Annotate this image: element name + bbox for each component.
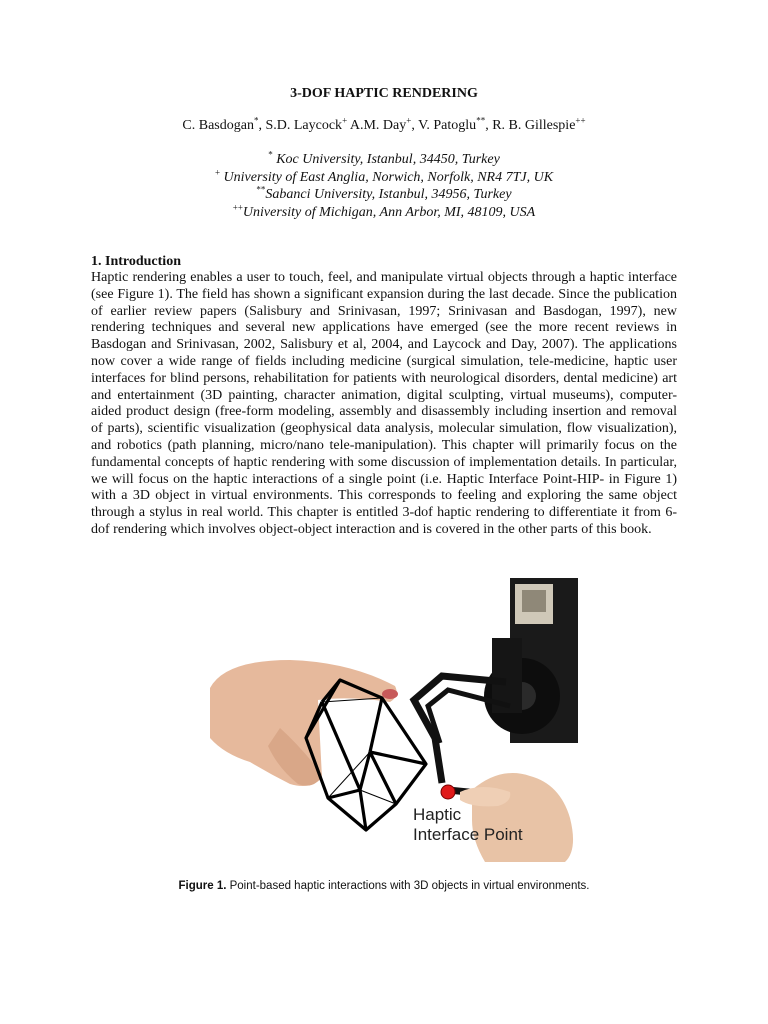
affiliation: **Sabanci University, Istanbul, 34956, Turkey — [256, 184, 512, 202]
author-mark: ** — [476, 115, 486, 126]
author-mark: + — [342, 115, 348, 126]
author-name: V. Patoglu — [418, 118, 477, 133]
haptic-interface-point-marker — [441, 785, 455, 799]
figure-caption — [0, 880, 768, 892]
affiliation-list — [0, 151, 768, 221]
author-mark: * — [253, 115, 259, 126]
author-name: R. B. Gillespie — [492, 118, 576, 133]
figure-illustration — [210, 578, 578, 864]
intro-paragraph: Haptic rendering enables a user to touch, feel, and manipulate virtual objects through a haptic interface (see Figure 1). The field has shown a significant expansion during the last decade. Since the publication of earlier review papers (Salisbury and Srinivasan, 1997; Srinivasan and Basdogan, 1997), new rendering techniques and several new applications have emerged (see the more recent reviews in Basdogan and Srinivasan, 2002, Salisbury et al, 2004, and Laycock and Day, 2007). The applications now cover a wide range of fields including medicine (surgical simulation, tele-medicine, haptic user interfaces for blind persons, rehabilitation for patients with neurological disorders, dental medicine) art and entertainment (3D painting, character animation, digital sculpting, virtual museums), computer-aided product design (free-form modeling, assembly and disassembly including insertion and removal of parts), scientific visualization (geophysical data analysis, molecular simulation, flow visualization), and robotics (path planning, micro/nano tele-manipulation). This chapter will primarily focus on the fundamental concepts of haptic rendering with some discussion of implementation details. In particular, we will focus on the haptic interactions of a single point (i.e. Haptic Interface Point-HIP- in Figure 1) with a 3D object in virtual environments. This corresponds to feeling and exploring the same object through a stylus in real world. This chapter is entitled 3-dof haptic rendering to differentiate it from 6-dof rendering which involves object-object interaction and is covered in the other parts of this book. — [91, 270, 677, 537]
author-mark: + — [406, 115, 412, 126]
affiliation: + University of East Anglia, Norwich, Norfolk, NR4 7TJ, UK — [214, 166, 554, 185]
section-heading: 1. Introduction — [91, 254, 181, 269]
paper-title: 3-DOF HAPTIC RENDERING — [290, 86, 478, 101]
figure-label-line1: Haptic — [413, 805, 462, 824]
caption-label: Figure 1. — [178, 880, 227, 892]
figure-label-line2: Interface Point — [413, 825, 523, 844]
device-top-slot — [522, 590, 546, 612]
right-hand — [472, 773, 573, 862]
author-name: A.M. Day — [349, 118, 407, 133]
affiliation: * Koc University, Istanbul, 34450, Turkey — [268, 149, 500, 167]
affiliation: ++University of Michigan, Ann Arbor, MI, 48109, USA — [232, 201, 536, 220]
wireframe-cube — [306, 680, 426, 830]
author-name: C. Basdogan — [182, 118, 254, 133]
author-name: S.D. Laycock — [265, 118, 343, 133]
fingernail — [382, 689, 398, 699]
caption-text: Point-based haptic interactions with 3D objects in virtual environments. — [226, 880, 590, 892]
right-hand-finger — [460, 787, 510, 806]
figure-1 — [210, 578, 578, 864]
author-list: C. Basdogan*, S.D. Laycock+ A.M. Day+, V. Patoglu**, R. B. Gillespie++ — [182, 115, 586, 133]
author-mark: ++ — [575, 115, 586, 126]
